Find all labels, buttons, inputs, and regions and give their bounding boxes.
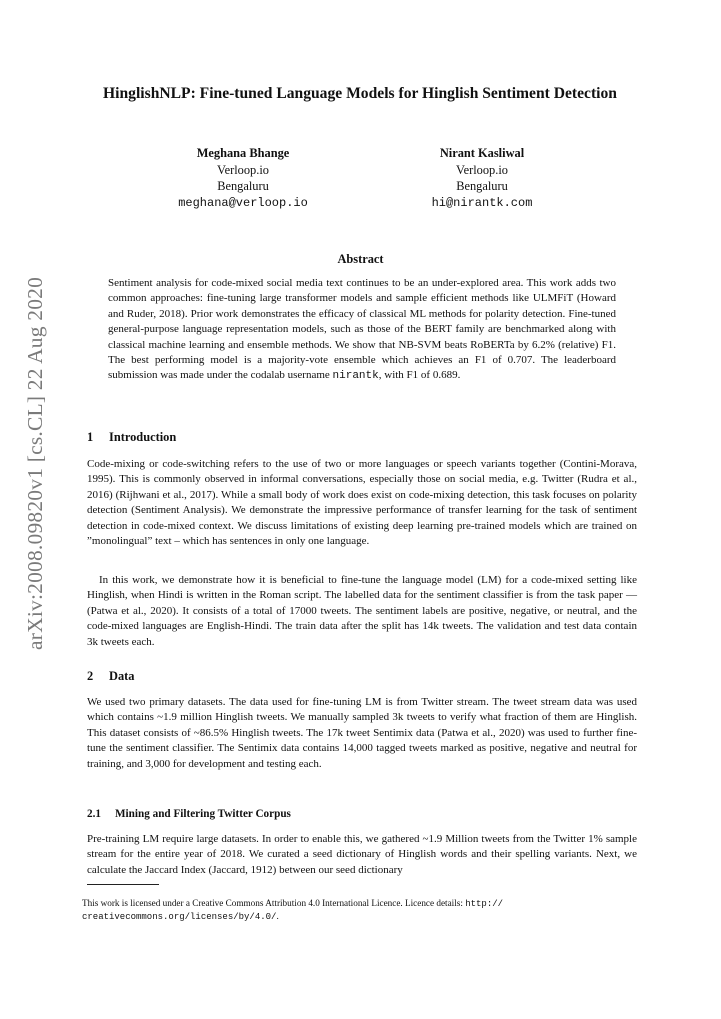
author-affiliation: Verloop.io — [217, 162, 269, 177]
section-heading-data — [87, 669, 134, 684]
author-email[interactable]: hi@nirantk.com — [431, 195, 533, 210]
license-url-part1[interactable]: http:// — [465, 899, 504, 909]
subsection-title: Mining and Filtering Twitter Corpus — [115, 808, 291, 820]
abstract-end: , with F1 of 0.689. — [378, 369, 461, 382]
intro-paragraph-2: In this work, we demonstrate how it is beneficial to fine-tune the language model (LM) for a code-mixed setting like Hinglish, when Hindi is written in the Roman script. The labelled data for the sentiment classifier is from the task paper — (Patwa et al., 2020). It consists of a total of 17000 tweets. The sentiment labels are positive, negative, or neutral, and the code-mixed languages are English-Hindi. The train data after the split has 14k tweets. The validation and test data contain 3k tweets each. — [87, 574, 637, 648]
author-location: Bengaluru — [217, 179, 269, 193]
author-name: Nirant Kasliwal — [439, 146, 525, 160]
section-heading-introduction — [87, 430, 176, 445]
footnote-end: . — [276, 910, 279, 921]
subsection-heading-mining — [87, 808, 291, 820]
intro-paragraph-1: Code-mixing or code-switching refers to the use of two or more languages or speech variants together (Contini-Morava, 1995). This is commonly observed in informal conversations, especially those on social media, e.g. Twitter (Rudra et al., 2016) (Rijhwani et al., 2017). While a small body of work does exist on code-mixing detection, this task focuses on polarity detection (Sentiment Analysis). We demonstrate the impressive performance of transfer learning for the task of sentiment detection in code-mixed context. We discuss limitations of existing deep learning pre-trained models which are trained on ”monolingual” text – which has sentences in only one language. — [87, 458, 637, 548]
abstract-body: Sentiment analysis for code-mixed social media text continues to be an under-explored area. This work adds two common approaches: fine-tuning large transformer models and sample efficient methods like ULMFiT (Howard and Ruder, 2018). Prior work demonstrates the efficacy of classical ML methods for polarity detection. Fine-tuned general-purpose language representation models, such as those of the BERT family are benchmarked along with classical machine learning and ensemble methods. We show that NB-SVM beats RoBERTa by 6.2% (relative) F1. The best performing model is a majority-vote ensemble which achieves an F1 of 0.707. The leaderboard submission was made under the codalab username — [108, 277, 616, 382]
license-url-part2[interactable]: creativecommons.org/licenses/by/4.0/ — [82, 911, 277, 922]
footnote-rule — [87, 884, 159, 885]
author-block-1 — [128, 145, 358, 211]
author-affiliation: Verloop.io — [456, 162, 508, 177]
section-number: 2 — [87, 669, 94, 683]
codalab-username: nirantk — [332, 370, 379, 383]
data-paragraph-1: We used two primary datasets. The data used for fine-tuning LM is from Twitter stream. The tweet stream data was used which contains ~1.9 million Hinglish tweets. We manually sampled 3k tweets to verify what fraction of them are Hinglish. This dataset consists of ~86.5% Hinglish tweets. The 17k tweet Sentimix data (Patwa et al., 2020) was used to further fine-tune the sentiment classifier. The Sentimix data contains 14,000 tagged tweets marked as positive, negative and neutral for training, and 3,000 for development and testing each. — [87, 696, 637, 770]
footnote-text: This work is licensed under a Creative Commons Attribution 4.0 International Licence. Licence details: — [82, 898, 463, 908]
section-number: 1 — [87, 430, 94, 444]
section-title: Introduction — [109, 430, 177, 444]
author-name: Meghana Bhange — [196, 146, 290, 160]
arxiv-stamp: arXiv:2008.09820v1 [cs.CL] 22 Aug 2020 — [23, 276, 47, 650]
author-email[interactable]: meghana@verloop.io — [178, 195, 308, 210]
abstract-text — [108, 276, 616, 385]
section-title: Data — [109, 669, 135, 683]
paper-title: HinglishNLP: Fine-tuned Language Models for Hinglish Sentiment Detection — [103, 85, 617, 102]
author-location: Bengaluru — [456, 179, 508, 193]
abstract-heading: Abstract — [337, 252, 384, 266]
license-footnote — [82, 898, 642, 923]
mining-paragraph-1: Pre-training LM require large datasets. In order to enable this, we gathered ~1.9 Million tweets from the Twitter 1% sample stream for the entire year of 2018. We curated a seed dictionary of Hinglish words and their spelling variants. Next, we calculate the Jaccard Index (Jaccard, 1912) between our seed dictionary — [87, 833, 637, 876]
author-block-2 — [367, 145, 597, 211]
subsection-number: 2.1 — [87, 808, 101, 820]
